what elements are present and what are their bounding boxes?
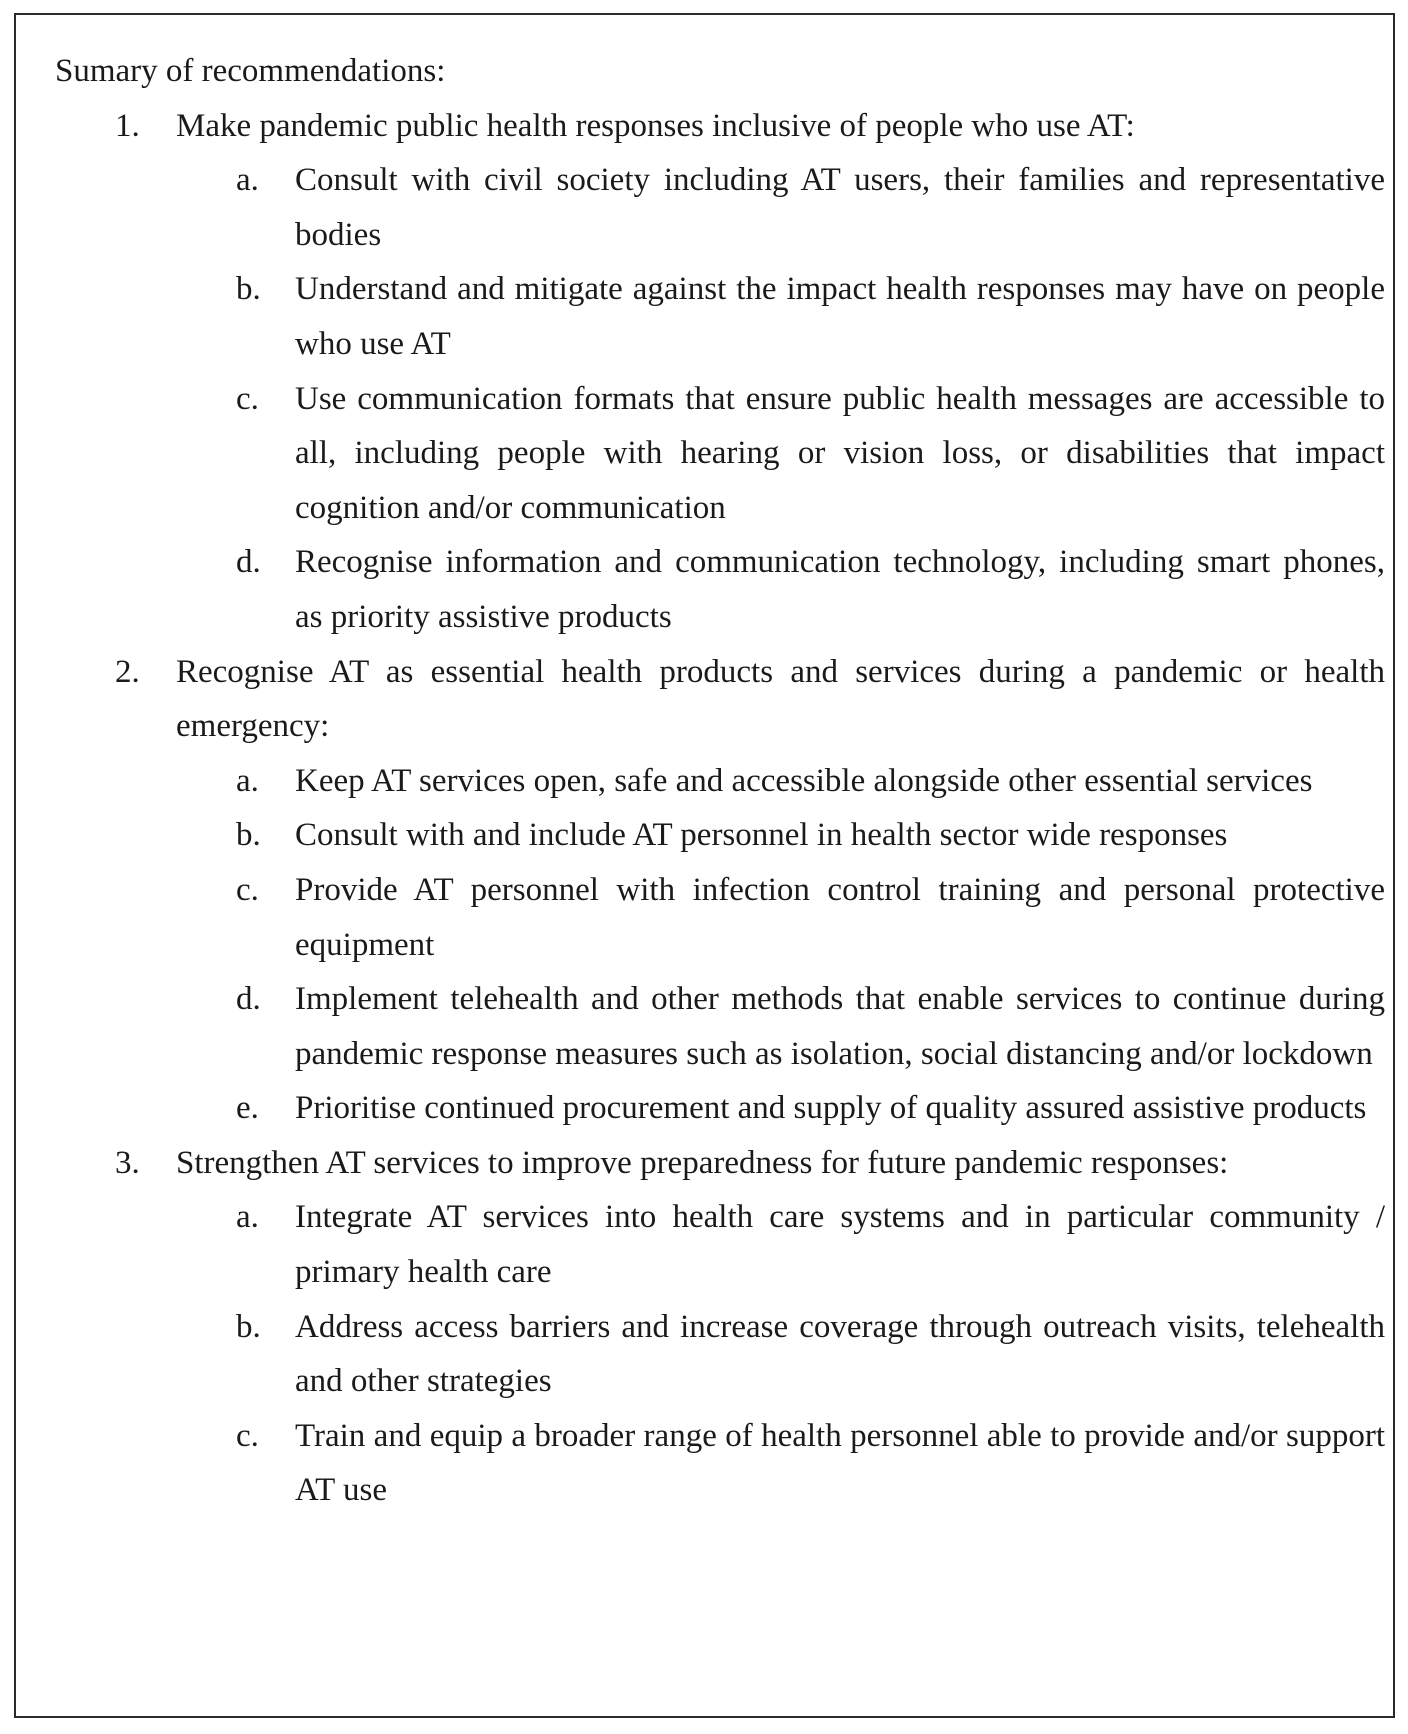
summary-heading: Sumary of recommendations: — [55, 53, 446, 89]
sub-item-text: Train and equip a broader range of health personnel able to provide and/or support AT use — [295, 1417, 1385, 1509]
list-item-text: Recognise AT as essential health products and services during a pandemic or health emergency: — [176, 653, 1385, 745]
sub-item-letter: a. — [236, 762, 259, 799]
sub-item-letter: b. — [236, 271, 261, 308]
sub-item-3a — [55, 1190, 1385, 1299]
sub-item-text: Implement telehealth and other methods that enable services to continue during pandemic response measures such as isolation, social distancing and/or lockdown — [295, 981, 1385, 1072]
sub-item-2e — [55, 1081, 1385, 1136]
list-item-1 — [55, 99, 1385, 154]
sub-item-2b — [55, 808, 1385, 863]
sub-item-text: Integrate AT services into health care systems and in particular community / primary health care — [295, 1199, 1385, 1291]
sub-item-1a — [55, 153, 1385, 262]
sub-item-text: Address access barriers and increase coverage through outreach visits, telehealth and other strategies — [295, 1308, 1385, 1400]
recommendations-content — [55, 44, 1385, 1518]
sub-item-3b — [55, 1300, 1385, 1409]
sub-item-1d — [55, 535, 1385, 644]
list-item-3 — [55, 1136, 1385, 1191]
sub-item-letter: c. — [236, 1417, 259, 1454]
sub-item-letter: c. — [236, 380, 259, 417]
sub-item-2d — [55, 972, 1385, 1081]
sub-item-text: Recognise information and communication technology, including smart phones, as priority assistive products — [295, 544, 1385, 635]
sub-item-letter: a. — [236, 1199, 259, 1236]
list-item-number: 1. — [115, 107, 140, 144]
sub-item-text: Keep AT services open, safe and accessible alongside other essential services — [295, 762, 1313, 799]
list-item-2 — [55, 645, 1385, 754]
sub-item-letter: c. — [236, 871, 259, 908]
list-item-text: Strengthen AT services to improve preparedness for future pandemic responses: — [176, 1144, 1229, 1181]
sub-item-text: Use communication formats that ensure public health messages are accessible to all, including people with hearing or vision loss, or disabilities that impact cognition and/or communication — [295, 380, 1385, 526]
sub-item-letter: a. — [236, 162, 259, 199]
list-item-text: Make pandemic public health responses inclusive of people who use AT: — [176, 107, 1135, 144]
sub-item-2a — [55, 754, 1385, 809]
sub-item-text: Consult with civil society including AT users, their families and representative bodies — [295, 162, 1385, 253]
sub-item-letter: d. — [236, 544, 261, 581]
sub-item-letter: d. — [236, 981, 261, 1018]
sub-item-3c — [55, 1409, 1385, 1518]
sub-item-2c — [55, 863, 1385, 972]
sub-item-letter: b. — [236, 1308, 261, 1345]
sub-item-1b — [55, 262, 1385, 371]
sub-item-text: Consult with and include AT personnel in health sector wide responses — [295, 817, 1228, 854]
recommendations-box — [14, 13, 1395, 1718]
list-item-number: 3. — [115, 1144, 140, 1181]
sub-item-text: Prioritise continued procurement and supply of quality assured assistive products — [295, 1090, 1367, 1127]
list-item-number: 2. — [115, 653, 140, 690]
sub-item-text: Understand and mitigate against the impact health responses may have on people who use AT — [295, 271, 1385, 362]
sub-item-letter: e. — [236, 1090, 259, 1127]
sub-item-letter: b. — [236, 817, 261, 854]
sub-item-1c — [55, 372, 1385, 536]
sub-item-text: Provide AT personnel with infection control training and personal protective equipment — [295, 871, 1385, 963]
